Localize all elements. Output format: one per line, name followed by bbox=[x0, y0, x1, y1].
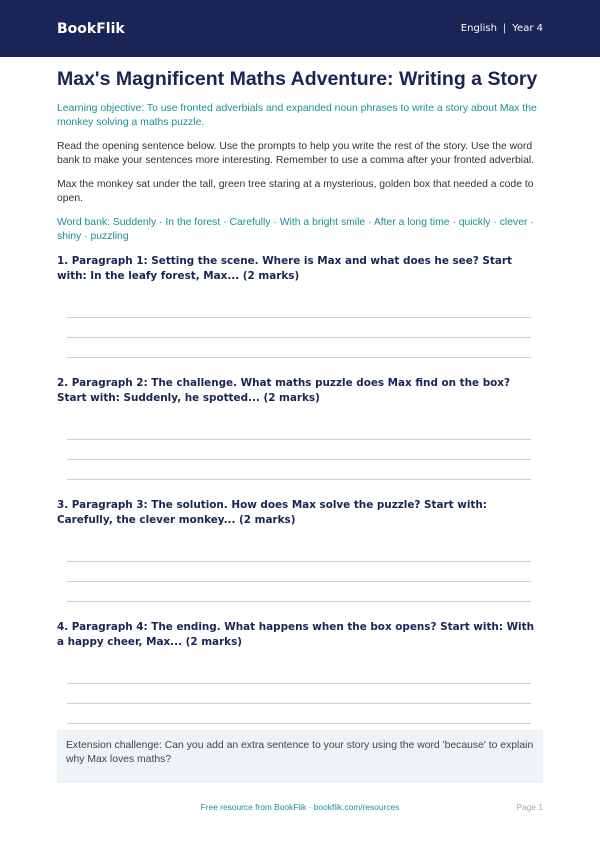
learning-objective: Learning objective: To use fronted adverbials and expanded noun phrases to write a story about Max the monkey solving a maths puzzle. bbox=[57, 103, 537, 128]
answer-line[interactable] bbox=[67, 723, 531, 724]
header-meta bbox=[461, 23, 543, 34]
answer-line[interactable] bbox=[67, 683, 531, 684]
meta-separator: | bbox=[502, 23, 507, 34]
page-number: Page 1 bbox=[516, 802, 543, 812]
question-block-2 bbox=[57, 376, 543, 480]
word-bank: Word bank: Suddenly · In the forest · Carefully · With a bright smile · After a long time · quickly · clever · shiny · puzzling bbox=[57, 217, 534, 242]
answer-line[interactable] bbox=[67, 703, 531, 704]
answer-line[interactable] bbox=[67, 357, 531, 358]
question-block-1 bbox=[57, 254, 543, 358]
question-prompt-2: 2. Paragraph 2: The challenge. What maths puzzle does Max find on the box? Start with: Suddenly, he spotted... (2 marks) bbox=[57, 377, 510, 404]
footer-credit-link[interactable]: Free resource from BookFlik · bookflik.com/resources bbox=[200, 802, 400, 812]
subject-label: English bbox=[460, 23, 497, 34]
answer-line[interactable] bbox=[67, 459, 531, 460]
answer-lines-1[interactable] bbox=[67, 317, 531, 358]
year-label: Year 4 bbox=[512, 23, 543, 34]
answer-line[interactable] bbox=[67, 317, 531, 318]
question-block-3 bbox=[57, 498, 543, 602]
answer-line[interactable] bbox=[67, 479, 531, 480]
question-prompt-3: 3. Paragraph 3: The solution. How does Max solve the puzzle? Start with: Carefully, the clever monkey... (2 marks) bbox=[57, 499, 487, 526]
worksheet-intro bbox=[57, 57, 543, 244]
page-title: Max's Magnificent Maths Adventure: Writing a Story bbox=[57, 68, 538, 90]
question-prompt-4: 4. Paragraph 4: The ending. What happens when the box opens? Start with: With a happy cheer, Max... (2 marks) bbox=[57, 621, 534, 648]
question-prompt-1: 1. Paragraph 1: Setting the scene. Where is Max and what does he see? Start with: In the leafy forest, Max... (2 marks) bbox=[57, 255, 512, 282]
answer-line[interactable] bbox=[67, 439, 531, 440]
opening-sentence: Max the monkey sat under the tall, green tree staring at a mysterious, golden box that needed a code to open. bbox=[57, 179, 534, 204]
answer-line[interactable] bbox=[67, 561, 531, 562]
answer-lines-2[interactable] bbox=[67, 439, 531, 480]
answer-line[interactable] bbox=[67, 337, 531, 338]
brand-logo[interactable]: BookFlik bbox=[57, 20, 125, 37]
page-footer bbox=[57, 802, 543, 816]
answer-line[interactable] bbox=[67, 581, 531, 582]
page-header bbox=[0, 0, 600, 57]
extension-challenge: Extension challenge: Can you add an extra sentence to your story using the word 'because' to explain why Max loves maths? bbox=[57, 730, 543, 783]
answer-lines-4[interactable] bbox=[67, 683, 531, 724]
instructions-text: Read the opening sentence below. Use the prompts to help you write the rest of the story. Use the word bank to make your sentences more interesting. Remember to use a comma after your fronted adverbial. bbox=[57, 141, 535, 166]
question-block-4 bbox=[57, 620, 543, 724]
answer-line[interactable] bbox=[67, 601, 531, 602]
answer-lines-3[interactable] bbox=[67, 561, 531, 602]
